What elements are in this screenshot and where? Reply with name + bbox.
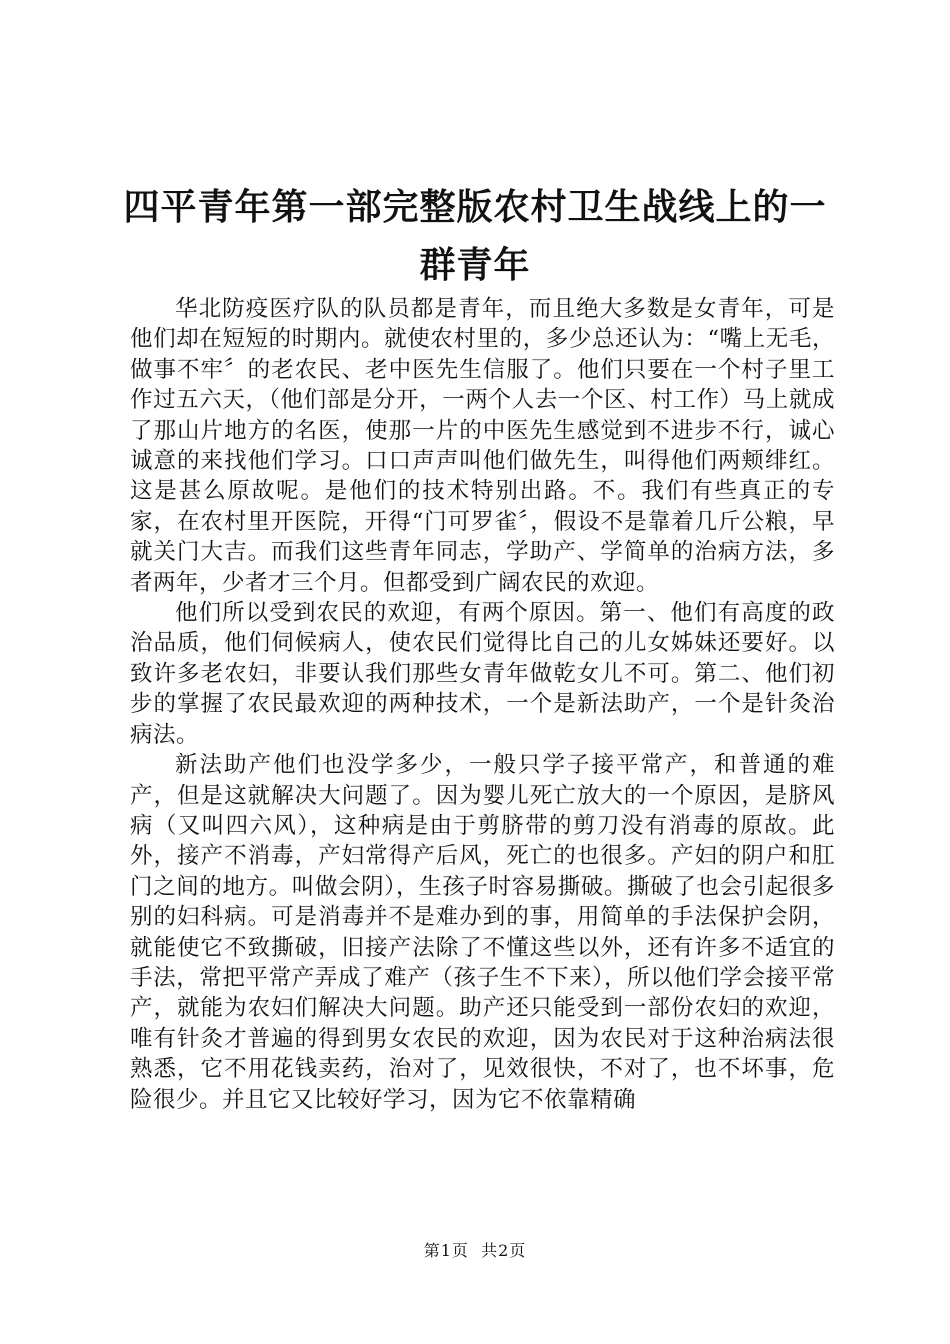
paragraph-3: 新法助产他们也没学多少，一般只学子接平常产，和普通的难产，但是这就解决大问题了。因为婴儿死亡放大的一个原因，是脐风病（又叫四六风），这种病是由于剪脐带的剪刀没有消毒的原故。此外，接产不消毒，产妇常得产后风，死亡的也很多。产妇的阴户和肛门之间的地方。叫做会阴），生孩子时容易撕破。撕破了也会引起很多别的妇科病。可是消毒并不是难办到的事，用简单的手法保护会阴，就能使它不致撕破，旧接产法除了不懂这些以外，还有许多不适宜的手法，常把平常产弄成了难产（孩子生不下来），所以他们学会接平常产，就能为农妇们解决大问题。助产还只能受到一部份农妇的欢迎，唯有针灸才普遍的得到男女农民的欢迎，因为农民对于这种治病法很熟悉，它不用花钱卖药，治对了，见效很快，不对了，也不坏事，危险很少。并且它又比较好学习，因为它不依靠精确 [130, 752, 835, 1113]
page-footer [0, 1240, 950, 1262]
document-body [130, 294, 835, 1115]
page-number: 第1页 共2页 [423, 1241, 527, 1260]
paragraph-1: 华北防疫医疗队的队员都是青年，而且绝大多数是女青年，可是他们却在短短的时期内。就使农村里的，多少总还认为：“嘴上无毛，做事不牢〞的老农民、老中医先生信服了。他们只要在一个村子里工作过五六天，（他们部是分开，一两个人去一个区、村工作）马上就成了那山片地方的名医，使那一片的中医先生感觉到不进步不行，诚心诚意的来找他们学习。口口声声叫他们做先生，叫得他们两颊绯红。这是甚么原故呢。是他们的技术特别出路。不。我们有些真正的专家，在农村里开医院，开得“门可罗雀〞，假设不是靠着几斤公粮，早就关门大吉。而我们这些青年同志，学助产、学简单的治病方法，多者两年，少者才三个月。但都受到广阔农民的欢迎。 [130, 296, 835, 596]
paragraph-2: 他们所以受到农民的欢迎，有两个原因。第一、他们有高度的政治品质，他们伺候病人，使农民们觉得比自己的儿女姊妹还要好。以致许多老农妇，非要认我们那些女青年做乾女儿不可。第二、他们初步的掌握了农民最欢迎的两种技术，一个是新法助产，一个是针灸治病法。 [130, 600, 835, 748]
document-title: 四平青年第一部完整版农村卫生战线上的一群青年 [123, 186, 827, 286]
